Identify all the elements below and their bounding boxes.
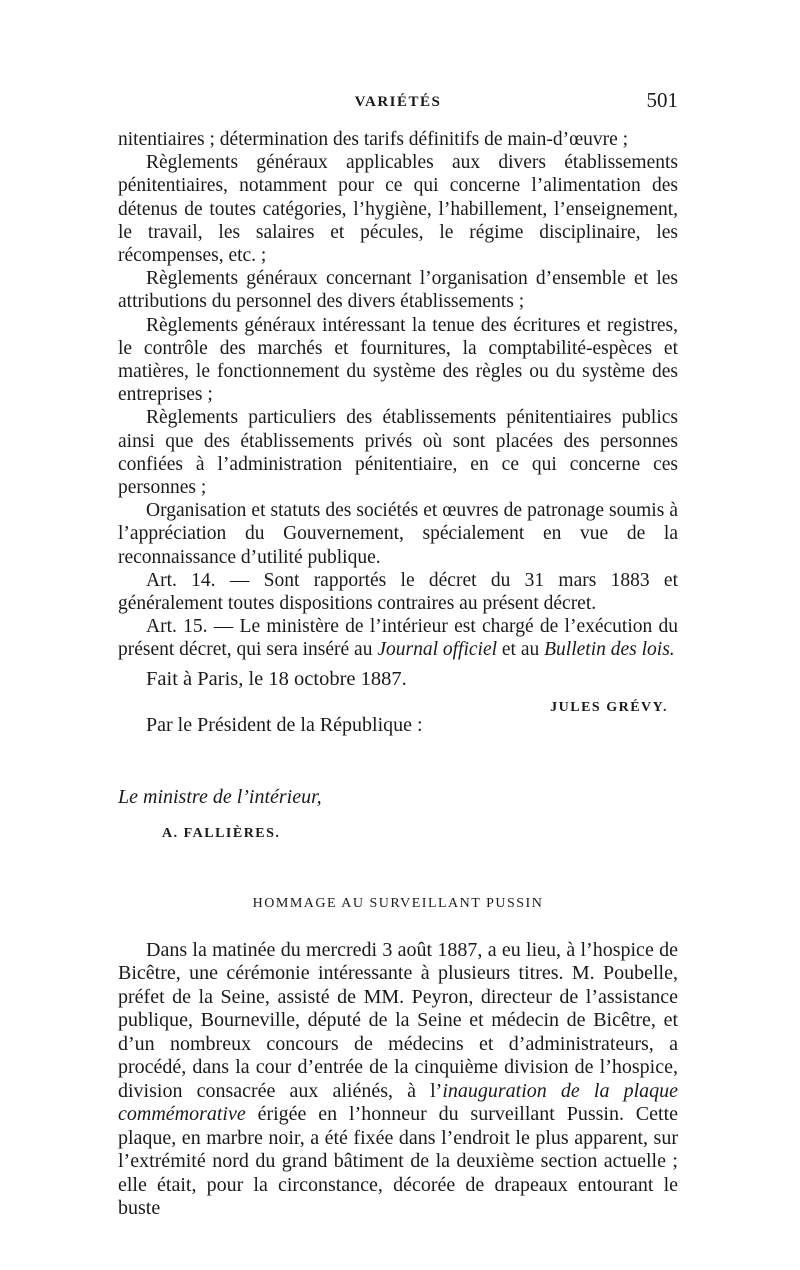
paragraph: Règlements généraux concernant l’organisation d’ensemble et les attributions du personnel des divers établissements ; (118, 268, 678, 313)
section-hommage (118, 892, 678, 1221)
minister-name: A. FALLIÈRES. (162, 825, 281, 841)
minister-title: Le ministre de l’intérieur, (118, 785, 322, 808)
page-number: 501 (646, 88, 678, 112)
article-15 (118, 615, 678, 661)
section-paragraph (118, 939, 678, 1221)
article-15-connector: et au (497, 639, 545, 661)
page-body (118, 128, 678, 1221)
journal-officiel: Journal officiel (377, 639, 498, 661)
countersign-intro: Par le Président de la République : (146, 713, 423, 736)
section-text-part2: érigée en l’honneur du surveillant Pussin. Cette plaque, en marbre noir, a été fixée dans l’endroit le plus apparent, sur l’extrémité nord du grand bâtiment de la deuxième section actuelle ; elle était, pour la circonstance, décorée de drapeaux entourant le buste (118, 1103, 678, 1220)
paragraph: Règlements généraux applicables aux divers établissements pénitentiaires, notamment pour ce qui concerne l’alimentation des détenus de toutes catégories, l’hygiène, l’habillement, l’enseignement, le travail, les salaires et pécules, le régime disciplinaire, les récompenses, etc. ; (118, 152, 678, 267)
article-14: Art. 14. — Sont rapportés le décret du 31 mars 1883 et généralement toutes dispositions contraires au présent décret. (118, 569, 678, 615)
paragraph: Organisation et statuts des sociétés et œuvres de patronage soumis à l’appréciation du Gouvernement, spécialement en vue de la reconnaissance d’utilité publique. (118, 500, 678, 568)
page-header (118, 88, 678, 118)
bulletin-des-lois: Bulletin des lois. (544, 639, 675, 661)
dateline: Fait à Paris, le 18 octobre 1887. (146, 667, 407, 690)
section-text-part1: Dans la matinée du mercredi 3 août 1887, a eu lieu, à l’hospice de Bicêtre, une cérémonie intéressante à plusieurs titres. M. Poubelle, préfet de la Seine, assisté de MM. Peyron, directeur de l’assistance publique, Bourneville, député de la Seine et médecin de Bicêtre, et d’un nombreux concours de médecins et d’administrateurs, a procédé, dans la cour d’entrée de la cinquième division de l’hospice, division consacrée aux aliénés, à l’ (118, 938, 678, 1102)
paragraph: Règlements généraux intéressant la tenue des écritures et registres, le contrôle des marchés et fournitures, la comptabilité-espèces et matières, le fonctionnement du système des règles ou du système des entreprises ; (118, 314, 678, 406)
signatory-name: JULES GRÉVY. (550, 699, 668, 715)
article-15-text: Art. 15. — Le ministère de l’intérieur est chargé de l’exécution du présent décret, qui sera inséré au (118, 616, 678, 661)
signature-block (118, 668, 678, 786)
section-title: HOMMAGE AU SURVEILLANT PUSSIN (252, 895, 544, 911)
paragraph: Règlements particuliers des établissements pénitentiaires publics ainsi que des établissements privés où sont placées des personnes confiées à l’administration pénitentiaire, en ce qui concerne ces personnes ; (118, 407, 678, 499)
running-head: VARIÉTÉS (354, 94, 442, 110)
minister-block (118, 786, 678, 864)
paragraph: nitentiaires ; détermination des tarifs définitifs de main-d’œuvre ; (118, 129, 629, 150)
section-emphasis: inauguration de la plaque commémorative (118, 1079, 678, 1126)
